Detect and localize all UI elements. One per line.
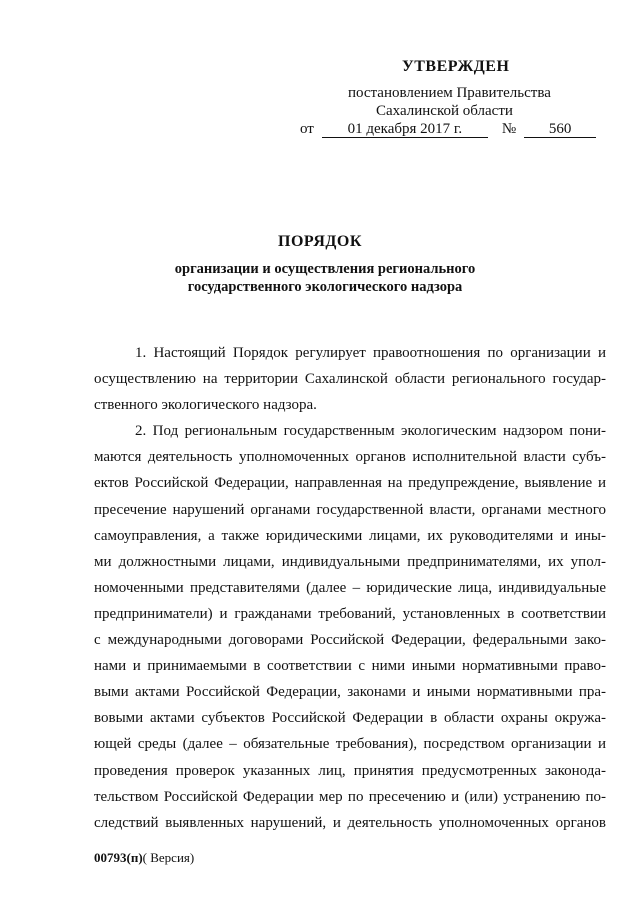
subtitle-line-1: организации и осуществления регионального [174,261,476,277]
body-line: тельством Российской Федерации мер по пресечению и (или) устранению по- [94,788,606,805]
subtitle-line-2: государственного экологического надзора [187,279,463,295]
approval-line-2: Сахалинской области [376,103,513,119]
number-label: № [501,121,517,137]
body-line: номоченными представителями (далее – юридические лица, индивидуальные [94,579,606,596]
body-line: нами и принимаемыми в соответствии с ними иными нормативными право- [94,658,606,675]
body-line: вовыми актами субъектов Российской Федерации в области охраны окружа- [94,710,606,727]
body-line: выми актами Российской Федерации, законами и иными нормативными пра- [94,684,606,701]
document-footer [94,850,194,866]
body-line: ственного экологического надзора. [94,397,317,414]
approval-date-row [300,121,596,138]
approval-number: 560 [524,121,596,138]
body-line: маются деятельность уполномоченных органов исполнительной власти субъ- [94,449,606,466]
document-version: ( Версия) [142,850,195,865]
body-line: ектов Российской Федерации, направленная на предупреждение, выявление и [94,475,606,492]
body-line: 2. Под региональным государственным экологическим надзором пони- [135,423,606,440]
body-line: ми должностными лицами, индивидуальными предпринимателями, их упол- [94,553,606,570]
body-line: ющей среды (далее – обязательные требования), посредством организации и [94,736,606,753]
body-line: предприниматели) и гражданами требований, установленных в соответствии [94,605,606,622]
document-subtitle [150,260,500,296]
approval-stamp-title: УТВЕРЖДЕН [402,58,510,75]
body-line: осуществлению на территории Сахалинской области регионального государ- [94,371,606,388]
document-title: ПОРЯДОК [278,233,362,250]
body-line: следствий выявленных нарушений, и деятельность уполномоченных органов [94,814,606,831]
approval-date: 01 декабря 2017 г. [322,121,488,138]
document-body [94,340,606,836]
body-line: с международными договорами Российской Федерации, федеральными зако- [94,632,606,649]
body-line: пресечение нарушений органами государственной власти, органами местного [94,501,606,518]
body-line: 1. Настоящий Порядок регулирует правоотношения по организации и [135,345,606,361]
document-code: 00793(п) [94,850,143,865]
body-line: самоуправления, а также юридическими лицами, их руководителями и ины- [94,527,606,544]
approval-line-1: постановлением Правительства [348,85,551,101]
body-line: проведения проверок указанных лиц, принятия предусмотренных законода- [94,762,606,779]
from-label: от [300,121,314,137]
